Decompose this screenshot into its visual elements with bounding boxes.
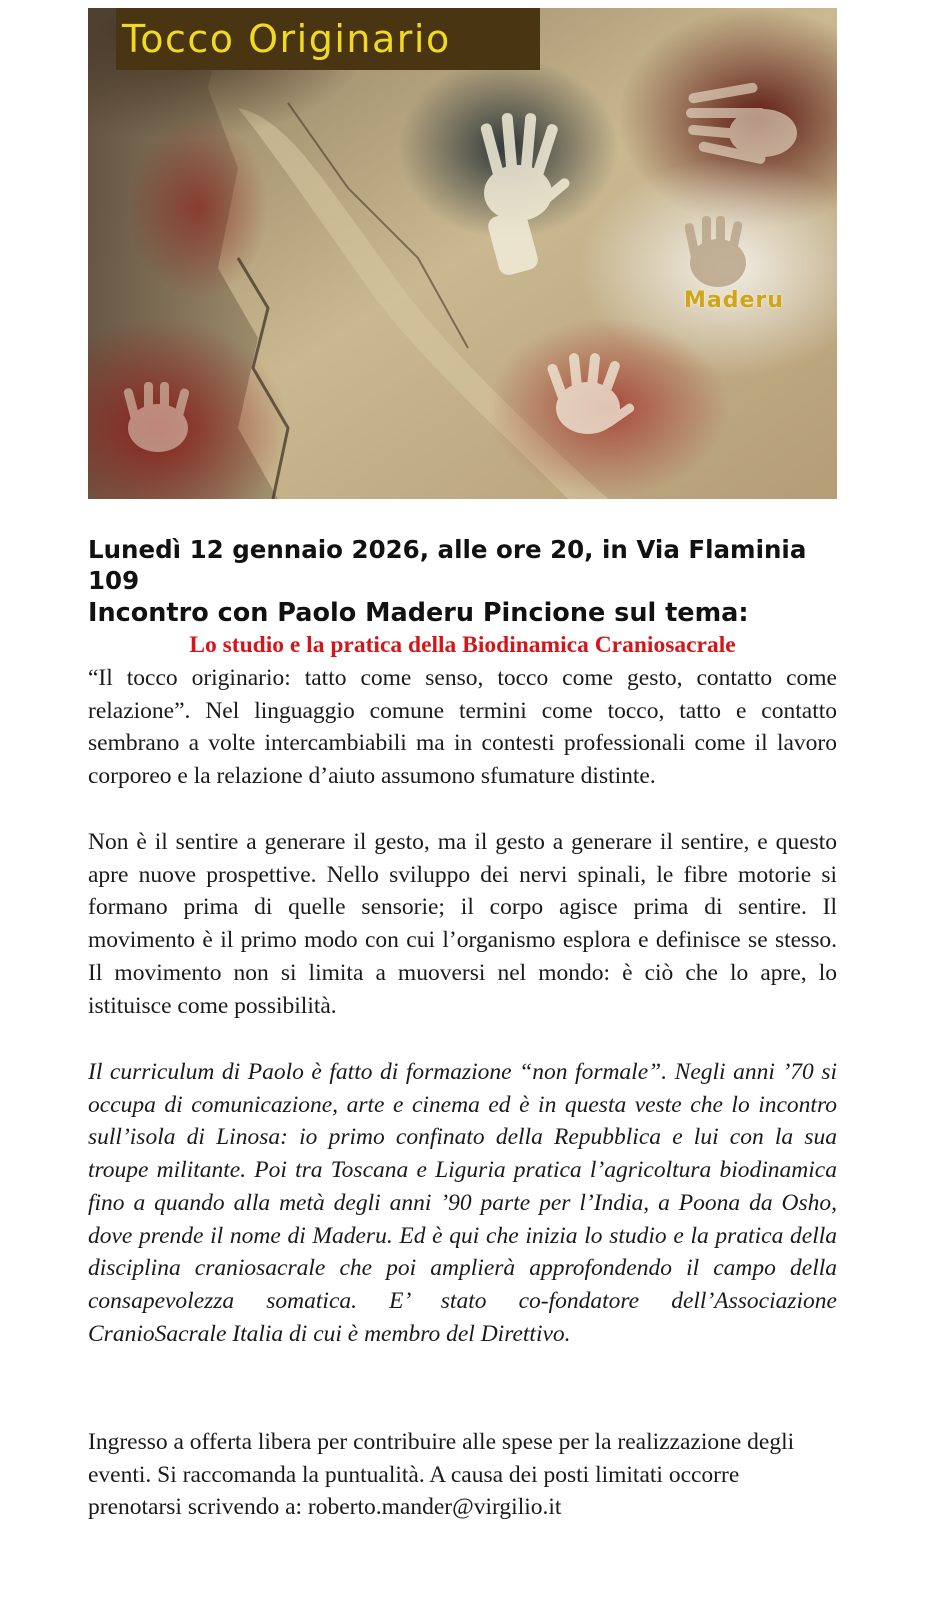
paragraph-admission: Ingresso a offerta libera per contribuire alle spese per la realizzazione degli eventi. Si raccomanda la puntualità. A causa dei posti limitati occorre prenotarsi scrivendo a: roberto.mander@virgilio.it xyxy=(88,1429,795,1520)
cave-wall-image xyxy=(88,8,837,499)
paragraph-intro: “Il tocco originario: tatto come senso, tocco come gesto, contatto come relazione”. Nel linguaggio comune termini come tocco, tatto e contatto sembrano a volte intercambiabili ma in contesti professionali come il lavoro corporeo e la relazione d’aiuto assumono sfumature distinte. xyxy=(88,665,837,790)
event-topic: Lo studio e la pratica della Biodinamica Craniosacrale xyxy=(189,632,736,658)
artist-signature: Maderu xyxy=(684,288,784,313)
paragraph-curriculum: Il curriculum di Paolo è fatto di formazione “non formale”. Negli anni ’70 si occupa di comunicazione, arte e cinema ed è in questa veste che lo incontro sull’isola di Linosa: io primo confinato della Repubblica e lui con la sua troupe militante. Poi tra Toscana e Liguria pratica l’agricoltura biodinamica fino a quando alla metà degli anni ’90 parte per l’India, a Poona da Osho, dove prende il nome di Maderu. Ed è qui che inizia lo studio e la pratica della disciplina craniosacrale che poi amplierà approfondendo il campo della consapevolezza somatica. E’ stato co-fondatore dell’Associazione CranioSacrale Italia di cui è membro del Direttivo. xyxy=(88,1059,837,1347)
event-date-location: Lunedì 12 gennaio 2026, alle ore 20, in Via Flaminia 109 xyxy=(88,535,807,595)
cave-painting-art xyxy=(88,8,837,499)
poster-title: Tocco Originario xyxy=(116,8,540,70)
paragraph-movement: Non è il sentire a generare il gesto, ma il gesto a generare il sentire, e questo apre nuove prospettive. Nello sviluppo dei nervi spinali, le fibre motorie si formano prima di quelle sensorie; il corpo agisce prima di sentire. Il movimento è il primo modo con cui l’organismo esplora e definisce se stesso. Il movimento non si limita a muoversi nel mondo: è ciò che lo apre, lo istituisce come possibilità. xyxy=(88,829,837,1019)
meeting-title: Incontro con Paolo Maderu Pincione sul tema: xyxy=(88,598,749,628)
